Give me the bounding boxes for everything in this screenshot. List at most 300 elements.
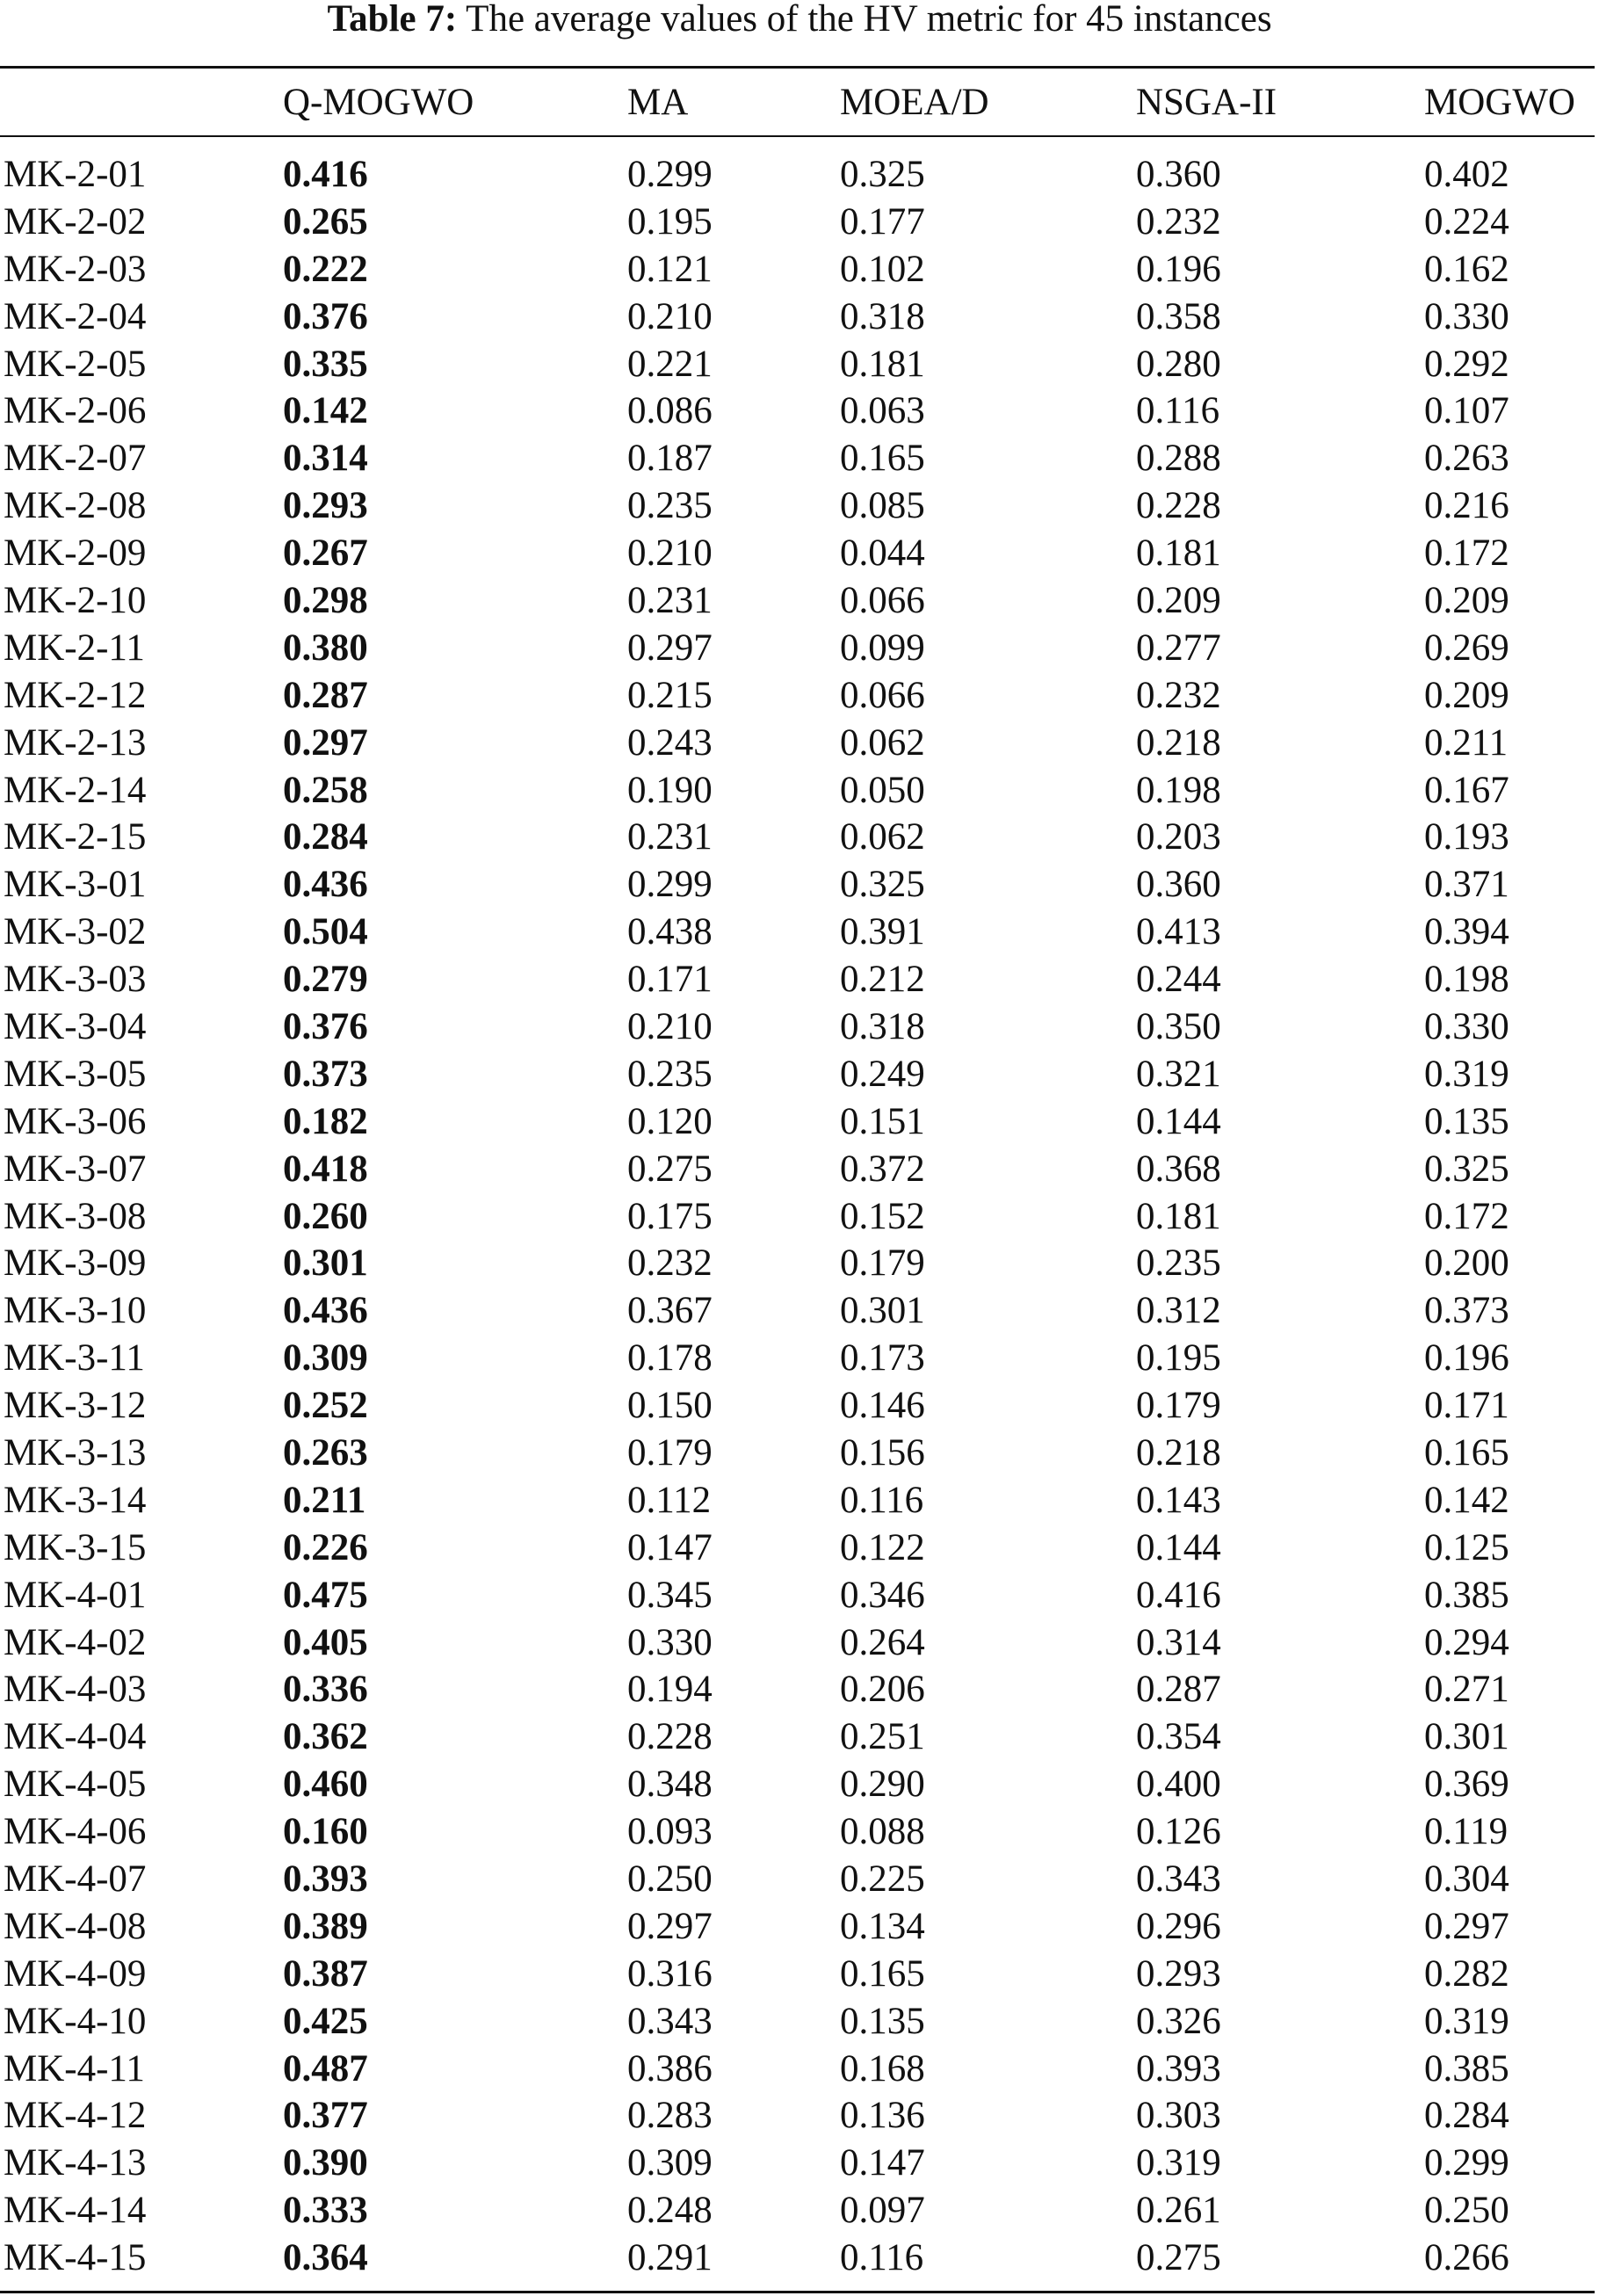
instance-cell: MK-4-14 [4,2190,147,2232]
mogwo-cell: 0.402 [1424,153,1509,195]
q-mogwo-cell: 0.182 [283,1100,368,1142]
q-mogwo-cell: 0.297 [283,721,368,764]
instance-cell: MK-2-05 [4,343,147,385]
instance-cell: MK-3-13 [4,1431,147,1474]
ma-cell: 0.215 [627,674,713,716]
mogwo-cell: 0.294 [1424,1621,1509,1663]
mogwo-cell: 0.394 [1424,911,1509,953]
instance-cell: MK-4-08 [4,1905,147,1947]
q-mogwo-cell: 0.373 [283,1053,368,1095]
moead-cell: 0.165 [840,1952,925,1995]
nsga-ii-cell: 0.296 [1136,1905,1221,1947]
nsga-ii-cell: 0.209 [1136,579,1221,621]
nsga-ii-cell: 0.287 [1136,1669,1221,1711]
ma-cell: 0.093 [627,1811,713,1853]
ma-cell: 0.210 [627,532,713,575]
table-row [0,1856,1595,1903]
instance-cell: MK-4-04 [4,1716,147,1758]
table-row [0,1951,1595,1998]
mogwo-cell: 0.299 [1424,2142,1509,2184]
table-row [0,1761,1595,1808]
moead-cell: 0.372 [840,1148,925,1190]
mogwo-cell: 0.193 [1424,816,1509,858]
table-caption-text: The average values of the HV metric for 45 instances [466,0,1272,40]
mogwo-cell: 0.142 [1424,1479,1509,1521]
nsga-ii-cell: 0.228 [1136,485,1221,527]
ma-cell: 0.299 [627,864,713,906]
q-mogwo-cell: 0.376 [283,295,368,337]
nsga-ii-cell: 0.314 [1136,1621,1221,1663]
nsga-ii-cell: 0.358 [1136,295,1221,337]
table-row [0,1430,1595,1477]
mogwo-cell: 0.135 [1424,1100,1509,1142]
mogwo-cell: 0.269 [1424,627,1509,669]
moead-cell: 0.318 [840,1005,925,1047]
mogwo-cell: 0.371 [1424,864,1509,906]
q-mogwo-cell: 0.460 [283,1764,368,1806]
mogwo-cell: 0.325 [1424,1148,1509,1190]
instance-cell: MK-3-09 [4,1242,147,1285]
moead-cell: 0.168 [840,2047,925,2090]
mogwo-cell: 0.263 [1424,438,1509,480]
ma-cell: 0.299 [627,153,713,195]
moead-cell: 0.116 [840,1479,924,1521]
table-row [0,1003,1595,1051]
ma-cell: 0.210 [627,1005,713,1047]
table-row [0,1525,1595,1572]
moead-cell: 0.391 [840,911,925,953]
q-mogwo-cell: 0.279 [283,959,368,1001]
ma-cell: 0.232 [627,1242,713,1285]
table-row [0,2140,1595,2187]
table-row [0,1193,1595,1241]
mogwo-cell: 0.284 [1424,2095,1509,2137]
table-row [0,1808,1595,1856]
moead-cell: 0.050 [840,769,925,811]
ma-cell: 0.228 [627,1716,713,1758]
table-row [0,814,1595,861]
moead-cell: 0.147 [840,2142,925,2184]
column-header-instance [0,70,283,134]
mogwo-cell: 0.250 [1424,2190,1509,2232]
column-header-moead: MOEA/D [840,81,989,123]
ma-cell: 0.297 [627,627,713,669]
instance-cell: MK-3-07 [4,1148,147,1190]
q-mogwo-cell: 0.301 [283,1242,368,1285]
mogwo-cell: 0.196 [1424,1337,1509,1380]
moead-cell: 0.152 [840,1195,925,1237]
instance-cell: MK-4-12 [4,2095,147,2137]
instance-cell: MK-3-02 [4,911,147,953]
q-mogwo-cell: 0.160 [283,1811,368,1853]
instance-cell: MK-2-09 [4,532,147,575]
nsga-ii-cell: 0.360 [1136,864,1221,906]
q-mogwo-cell: 0.335 [283,343,368,385]
instance-cell: MK-3-12 [4,1385,147,1427]
nsga-ii-cell: 0.179 [1136,1385,1221,1427]
moead-cell: 0.177 [840,200,925,243]
mogwo-cell: 0.211 [1424,721,1509,764]
ma-cell: 0.231 [627,579,713,621]
moead-cell: 0.136 [840,2095,925,2137]
ma-cell: 0.221 [627,343,713,385]
instance-cell: MK-3-14 [4,1479,147,1521]
moead-cell: 0.165 [840,438,925,480]
instance-cell: MK-2-10 [4,579,147,621]
moead-cell: 0.146 [840,1385,925,1427]
table-row [0,1619,1595,1667]
mogwo-cell: 0.125 [1424,1526,1509,1568]
q-mogwo-cell: 0.287 [283,674,368,716]
q-mogwo-cell: 0.380 [283,627,368,669]
nsga-ii-cell: 0.350 [1136,1005,1221,1047]
nsga-ii-cell: 0.218 [1136,721,1221,764]
mogwo-cell: 0.373 [1424,1290,1509,1332]
mogwo-cell: 0.216 [1424,485,1509,527]
moead-cell: 0.097 [840,2190,925,2232]
column-header-q-mogwo: Q-MOGWO [283,81,474,123]
ma-cell: 0.297 [627,1905,713,1947]
nsga-ii-cell: 0.280 [1136,343,1221,385]
table-row [0,482,1595,530]
table-row [0,1335,1595,1382]
instance-cell: MK-2-06 [4,390,147,432]
ma-cell: 0.291 [627,2237,713,2279]
table-row [0,1903,1595,1951]
instance-cell: MK-4-02 [4,1621,147,1663]
moead-cell: 0.066 [840,579,925,621]
instance-cell: MK-2-02 [4,200,147,243]
q-mogwo-cell: 0.293 [283,485,368,527]
ma-cell: 0.175 [627,1195,713,1237]
moead-cell: 0.063 [840,390,925,432]
instance-cell: MK-4-15 [4,2237,147,2279]
instance-cell: MK-3-11 [4,1337,145,1380]
nsga-ii-cell: 0.312 [1136,1290,1221,1332]
mogwo-cell: 0.282 [1424,1952,1509,1995]
ma-cell: 0.171 [627,959,713,1001]
q-mogwo-cell: 0.377 [283,2095,368,2137]
moead-cell: 0.325 [840,864,925,906]
mogwo-cell: 0.224 [1424,200,1509,243]
moead-cell: 0.116 [840,2237,924,2279]
column-header-nsga-ii: NSGA-II [1136,81,1277,123]
nsga-ii-cell: 0.232 [1136,674,1221,716]
mogwo-cell: 0.330 [1424,295,1509,337]
q-mogwo-cell: 0.504 [283,911,368,953]
q-mogwo-cell: 0.226 [283,1526,368,1568]
q-mogwo-cell: 0.475 [283,1574,368,1616]
table-row [0,1998,1595,2046]
table-row [0,293,1595,341]
q-mogwo-cell: 0.222 [283,248,368,290]
q-mogwo-cell: 0.387 [283,1952,368,1995]
q-mogwo-cell: 0.418 [283,1148,368,1190]
q-mogwo-cell: 0.416 [283,153,368,195]
nsga-ii-cell: 0.393 [1136,2047,1221,2090]
nsga-ii-cell: 0.360 [1136,153,1221,195]
q-mogwo-cell: 0.142 [283,390,368,432]
table-row [0,1287,1595,1335]
table-row [0,530,1595,577]
moead-cell: 0.212 [840,959,925,1001]
moead-cell: 0.044 [840,532,925,575]
table-row [0,625,1595,672]
nsga-ii-cell: 0.116 [1136,390,1220,432]
moead-cell: 0.066 [840,674,925,716]
table-bottom-rule [0,2291,1595,2293]
instance-cell: MK-2-04 [4,295,147,337]
mogwo-cell: 0.297 [1424,1905,1509,1947]
mogwo-cell: 0.319 [1424,2000,1509,2042]
moead-cell: 0.102 [840,248,925,290]
mogwo-cell: 0.119 [1424,1811,1509,1853]
instance-cell: MK-4-01 [4,1574,147,1616]
ma-cell: 0.330 [627,1621,713,1663]
ma-cell: 0.248 [627,2190,713,2232]
hv-metric-table [0,70,1595,2282]
mogwo-cell: 0.266 [1424,2237,1509,2279]
nsga-ii-cell: 0.126 [1136,1811,1221,1853]
nsga-ii-cell: 0.400 [1136,1764,1221,1806]
table-row [0,2187,1595,2234]
instance-cell: MK-2-15 [4,816,147,858]
moead-cell: 0.325 [840,153,925,195]
moead-cell: 0.122 [840,1526,925,1568]
instance-cell: MK-3-08 [4,1195,147,1237]
mogwo-cell: 0.172 [1424,1195,1509,1237]
ma-cell: 0.348 [627,1764,713,1806]
q-mogwo-cell: 0.393 [283,1858,368,1900]
ma-cell: 0.283 [627,2095,713,2137]
moead-cell: 0.135 [840,2000,925,2042]
instance-cell: MK-2-12 [4,674,147,716]
instance-cell: MK-2-13 [4,721,147,764]
table-row [0,2093,1595,2140]
instance-cell: MK-4-13 [4,2142,147,2184]
table-row [0,1713,1595,1761]
table-row [0,577,1595,625]
instance-cell: MK-3-04 [4,1005,147,1047]
nsga-ii-cell: 0.343 [1136,1858,1221,1900]
ma-cell: 0.210 [627,295,713,337]
table-row [0,1477,1595,1525]
mogwo-cell: 0.171 [1424,1385,1509,1427]
q-mogwo-cell: 0.487 [283,2047,368,2090]
table-row [0,909,1595,956]
nsga-ii-cell: 0.181 [1136,532,1221,575]
table-row [0,199,1595,246]
ma-cell: 0.235 [627,485,713,527]
moead-cell: 0.264 [840,1621,925,1663]
mogwo-cell: 0.330 [1424,1005,1509,1047]
nsga-ii-cell: 0.275 [1136,2237,1221,2279]
q-mogwo-cell: 0.267 [283,532,368,575]
instance-cell: MK-2-11 [4,627,145,669]
q-mogwo-cell: 0.252 [283,1385,368,1427]
moead-cell: 0.179 [840,1242,925,1285]
ma-cell: 0.121 [627,248,713,290]
instance-cell: MK-2-03 [4,248,147,290]
ma-cell: 0.309 [627,2142,713,2184]
moead-cell: 0.225 [840,1858,925,1900]
ma-cell: 0.195 [627,200,713,243]
moead-cell: 0.085 [840,485,925,527]
instance-cell: MK-3-03 [4,959,147,1001]
nsga-ii-cell: 0.321 [1136,1053,1221,1095]
q-mogwo-cell: 0.364 [283,2237,368,2279]
nsga-ii-cell: 0.303 [1136,2095,1221,2137]
ma-cell: 0.438 [627,911,713,953]
moead-cell: 0.301 [840,1290,925,1332]
moead-cell: 0.134 [840,1905,925,1947]
instance-cell: MK-4-10 [4,2000,147,2042]
table-row [0,1572,1595,1619]
ma-cell: 0.187 [627,438,713,480]
q-mogwo-cell: 0.376 [283,1005,368,1047]
ma-cell: 0.316 [627,1952,713,1995]
table-row [0,2234,1595,2282]
moead-cell: 0.099 [840,627,925,669]
ma-cell: 0.235 [627,1053,713,1095]
q-mogwo-cell: 0.336 [283,1669,368,1711]
nsga-ii-cell: 0.218 [1136,1431,1221,1474]
q-mogwo-cell: 0.389 [283,1905,368,1947]
nsga-ii-cell: 0.195 [1136,1337,1221,1380]
mogwo-cell: 0.209 [1424,674,1509,716]
q-mogwo-cell: 0.314 [283,438,368,480]
nsga-ii-cell: 0.261 [1136,2190,1221,2232]
ma-cell: 0.194 [627,1669,713,1711]
ma-cell: 0.243 [627,721,713,764]
ma-cell: 0.231 [627,816,713,858]
mogwo-cell: 0.319 [1424,1053,1509,1095]
table-row [0,387,1595,435]
table-row [0,767,1595,815]
header-row [0,70,1595,134]
nsga-ii-cell: 0.196 [1136,248,1221,290]
q-mogwo-cell: 0.405 [283,1621,368,1663]
instance-cell: MK-3-15 [4,1526,147,1568]
q-mogwo-cell: 0.260 [283,1195,368,1237]
ma-cell: 0.112 [627,1479,712,1521]
q-mogwo-cell: 0.265 [283,200,368,243]
ma-cell: 0.367 [627,1290,713,1332]
table-row [0,1098,1595,1146]
nsga-ii-cell: 0.368 [1136,1148,1221,1190]
mogwo-cell: 0.304 [1424,1858,1509,1900]
column-header-mogwo: MOGWO [1424,81,1575,123]
moead-cell: 0.251 [840,1716,925,1758]
ma-cell: 0.086 [627,390,713,432]
nsga-ii-cell: 0.235 [1136,1242,1221,1285]
table-row [0,956,1595,1003]
nsga-ii-cell: 0.244 [1136,959,1221,1001]
ma-cell: 0.147 [627,1526,713,1568]
mogwo-cell: 0.165 [1424,1431,1509,1474]
ma-cell: 0.178 [627,1337,713,1380]
ma-cell: 0.190 [627,769,713,811]
ma-cell: 0.386 [627,2047,713,2090]
q-mogwo-cell: 0.390 [283,2142,368,2184]
moead-cell: 0.156 [840,1431,925,1474]
table-row [0,1667,1595,1714]
mogwo-cell: 0.198 [1424,959,1509,1001]
instance-cell: MK-4-11 [4,2047,145,2090]
mogwo-cell: 0.209 [1424,579,1509,621]
table-caption [0,0,1599,39]
table-row [0,861,1595,909]
moead-cell: 0.181 [840,343,925,385]
nsga-ii-cell: 0.293 [1136,1952,1221,1995]
mogwo-cell: 0.172 [1424,532,1509,575]
mogwo-cell: 0.167 [1424,769,1509,811]
ma-cell: 0.343 [627,2000,713,2042]
moead-cell: 0.206 [840,1669,925,1711]
instance-cell: MK-4-05 [4,1764,147,1806]
ma-cell: 0.275 [627,1148,713,1190]
instance-cell: MK-2-01 [4,153,147,195]
mogwo-cell: 0.385 [1424,1574,1509,1616]
moead-cell: 0.088 [840,1811,925,1853]
q-mogwo-cell: 0.425 [283,2000,368,2042]
ma-cell: 0.345 [627,1574,713,1616]
q-mogwo-cell: 0.436 [283,1290,368,1332]
table-header [0,70,1595,134]
ma-cell: 0.150 [627,1385,713,1427]
instance-cell: MK-4-09 [4,1952,147,1995]
nsga-ii-cell: 0.181 [1136,1195,1221,1237]
table-row [0,672,1595,720]
table-row [0,246,1595,293]
table-row [0,1051,1595,1098]
instance-cell: MK-3-06 [4,1100,147,1142]
mogwo-cell: 0.162 [1424,248,1509,290]
instance-cell: MK-2-08 [4,485,147,527]
table-row [0,720,1595,767]
q-mogwo-cell: 0.258 [283,769,368,811]
instance-cell: MK-2-14 [4,769,147,811]
table-row [0,1240,1595,1287]
moead-cell: 0.318 [840,295,925,337]
instance-cell: MK-4-07 [4,1858,147,1900]
mogwo-cell: 0.200 [1424,1242,1509,1285]
nsga-ii-cell: 0.354 [1136,1716,1221,1758]
nsga-ii-cell: 0.416 [1136,1574,1221,1616]
q-mogwo-cell: 0.298 [283,579,368,621]
moead-cell: 0.173 [840,1337,925,1380]
nsga-ii-cell: 0.232 [1136,200,1221,243]
nsga-ii-cell: 0.143 [1136,1479,1221,1521]
q-mogwo-cell: 0.211 [283,1479,366,1521]
table-row [0,2046,1595,2093]
table-body [0,134,1595,2282]
instance-cell: MK-3-10 [4,1290,147,1332]
table-caption-label: Table 7: [327,0,458,40]
table-row [0,1382,1595,1430]
mogwo-cell: 0.301 [1424,1716,1509,1758]
moead-cell: 0.346 [840,1574,925,1616]
table-row [0,1146,1595,1193]
instance-cell: MK-3-05 [4,1053,147,1095]
moead-cell: 0.290 [840,1764,925,1806]
q-mogwo-cell: 0.309 [283,1337,368,1380]
mogwo-cell: 0.271 [1424,1669,1509,1711]
mogwo-cell: 0.369 [1424,1764,1509,1806]
instance-cell: MK-3-01 [4,864,147,906]
q-mogwo-cell: 0.284 [283,816,368,858]
ma-cell: 0.250 [627,1858,713,1900]
